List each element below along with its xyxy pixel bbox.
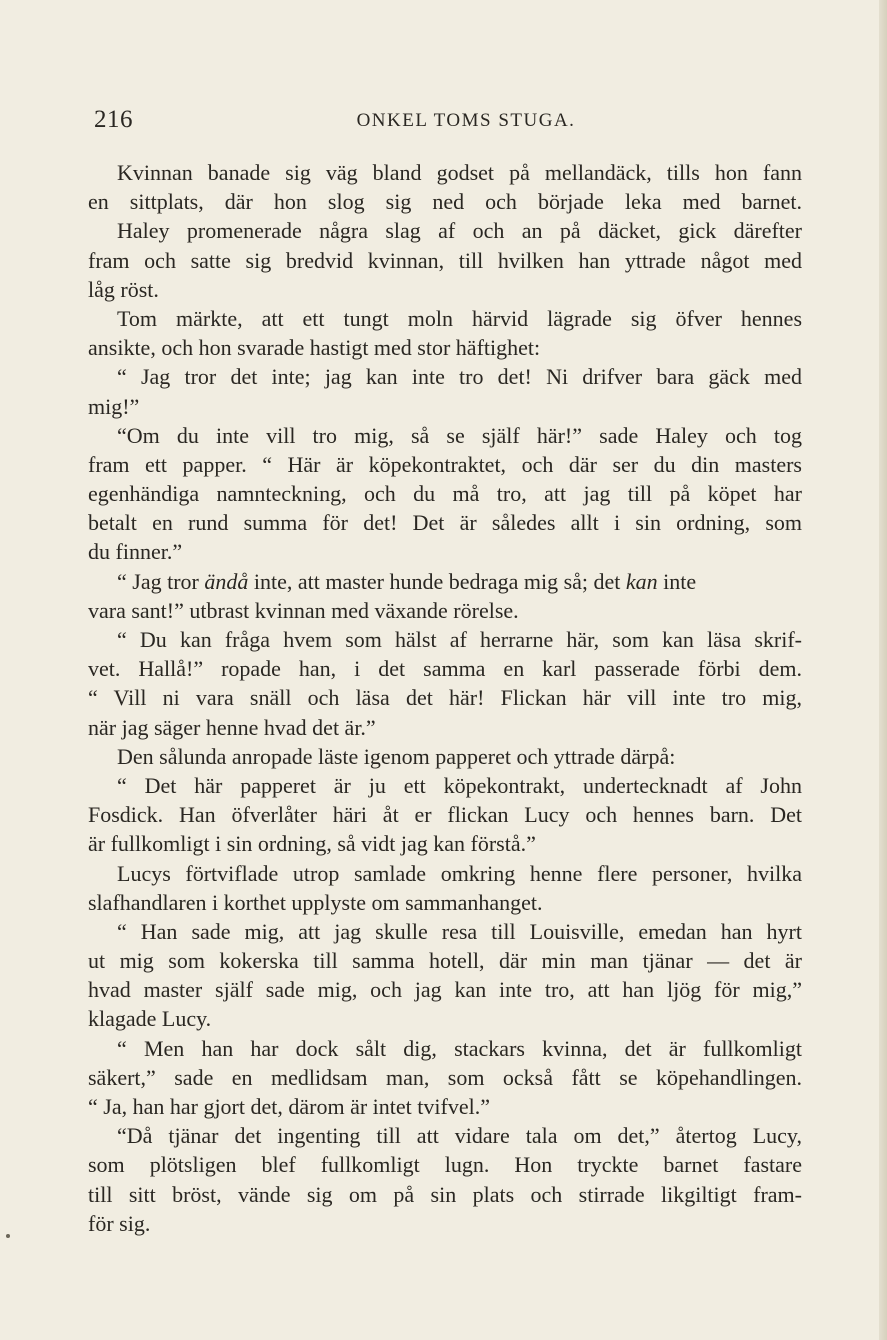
italic-word: kan	[625, 568, 658, 594]
text-line: Lucys förtviflade utrop samlade omkring henne flere personer, hvilka	[117, 860, 802, 886]
text-line: ansikte, och hon svarade hastigt med stor häftighet:	[88, 335, 541, 361]
page-edge	[879, 0, 887, 1340]
text-segment: inte, att master hunde bedraga mig så; det	[248, 568, 626, 594]
text-line: är fullkomligt i sin ordning, så vidt jag kan förstå.”	[88, 831, 536, 857]
text-segment: inte	[657, 568, 697, 594]
text-line: egenhändiga namnteckning, och du må tro, att jag till på köpet har	[88, 481, 802, 507]
text-line: för sig.	[88, 1210, 151, 1236]
text-line	[88, 567, 802, 596]
text-line: “ Det här papperet är ju ett köpekontrakt, undertecknadt af John	[117, 772, 802, 798]
running-title: ONKEL TOMS STUGA.	[356, 110, 576, 131]
text-line: när jag säger henne hvad det är.”	[88, 714, 376, 740]
text-line: Kvinnan banade sig väg bland godset på mellandäck, tills hon fann	[117, 160, 802, 185]
page-number: 216	[94, 106, 133, 133]
text-line: “ Du kan fråga hvem som hälst af herrarne här, som kan läsa skrif-	[117, 627, 802, 652]
text-line: mig!”	[88, 393, 140, 419]
body-text	[88, 158, 802, 1238]
text-line: Den sålunda anropade läste igenom papperet och yttrade därpå:	[117, 743, 676, 769]
text-line: fram och satte sig bredvid kvinnan, till hvilken han yttrade något med	[88, 247, 802, 273]
text-line: slafhandlaren i korthet upplyste om sammanhanget.	[88, 889, 543, 915]
text-line: Fosdick. Han öfverlåter häri åt er flickan Lucy och hennes barn. Det	[88, 802, 802, 828]
text-line: Haley promenerade några slag af och an på däcket, gick därefter	[117, 218, 802, 244]
text-line: vara sant!” utbrast kvinnan med växande rörelse.	[88, 597, 519, 623]
page-header	[90, 106, 802, 138]
text-line: hvad master själf sade mig, och jag kan inte tro, att han ljög för mig,”	[88, 977, 802, 1003]
text-line: en sittplats, där hon slog sig ned och började leka med barnet.	[88, 189, 802, 215]
text-line: “ Vill ni vara snäll och läsa det här! Flickan här vill inte tro mig,	[88, 685, 802, 711]
text-line: vet. Hallå!” ropade han, i det samma en karl passerade förbi dem.	[88, 656, 802, 682]
text-line: “Då tjänar det ingenting till att vidare tala om det,” återtog Lucy,	[117, 1123, 802, 1149]
text-line: klagade Lucy.	[88, 1006, 212, 1032]
text-line: till sitt bröst, vände sig om på sin plats och stirrade likgiltigt fram-	[88, 1181, 802, 1207]
text-line: “Om du inte vill tro mig, så se själf här!” sade Haley och tog	[117, 422, 802, 448]
text-line: ut mig som kokerska till samma hotell, där min man tjänar — det är	[88, 948, 802, 974]
text-line: fram ett papper. “ Här är köpekontraktet, och där ser du din masters	[88, 451, 802, 477]
text-line: “ Men han har dock sålt dig, stackars kvinna, det är fullkomligt	[117, 1035, 802, 1061]
text-line: Tom märkte, att ett tungt moln härvid lägrade sig öfver hennes	[117, 305, 802, 331]
margin-dot	[6, 1234, 10, 1238]
italic-word: ändå	[204, 568, 249, 594]
text-line: säkert,” sade en medlidsam man, som också fått se köpehandlingen.	[88, 1064, 802, 1090]
text-line: låg röst.	[88, 276, 159, 302]
text-line: “ Ja, han har gjort det, därom är intet tvifvel.”	[88, 1094, 490, 1119]
text-line: som plötsligen blef fullkomligt lugn. Hon tryckte barnet fastare	[88, 1152, 802, 1178]
text-line: du finner.”	[88, 539, 183, 565]
text-line: “ Jag tror det inte; jag kan inte tro det! Ni drifver bara gäck med	[117, 364, 802, 390]
text-line: “ Han sade mig, att jag skulle resa till Louisville, emedan han hyrt	[117, 918, 802, 944]
text-segment: “ Jag tror	[117, 568, 205, 594]
text-line: betalt en rund summa för det! Det är således allt i sin ordning, som	[88, 510, 802, 536]
